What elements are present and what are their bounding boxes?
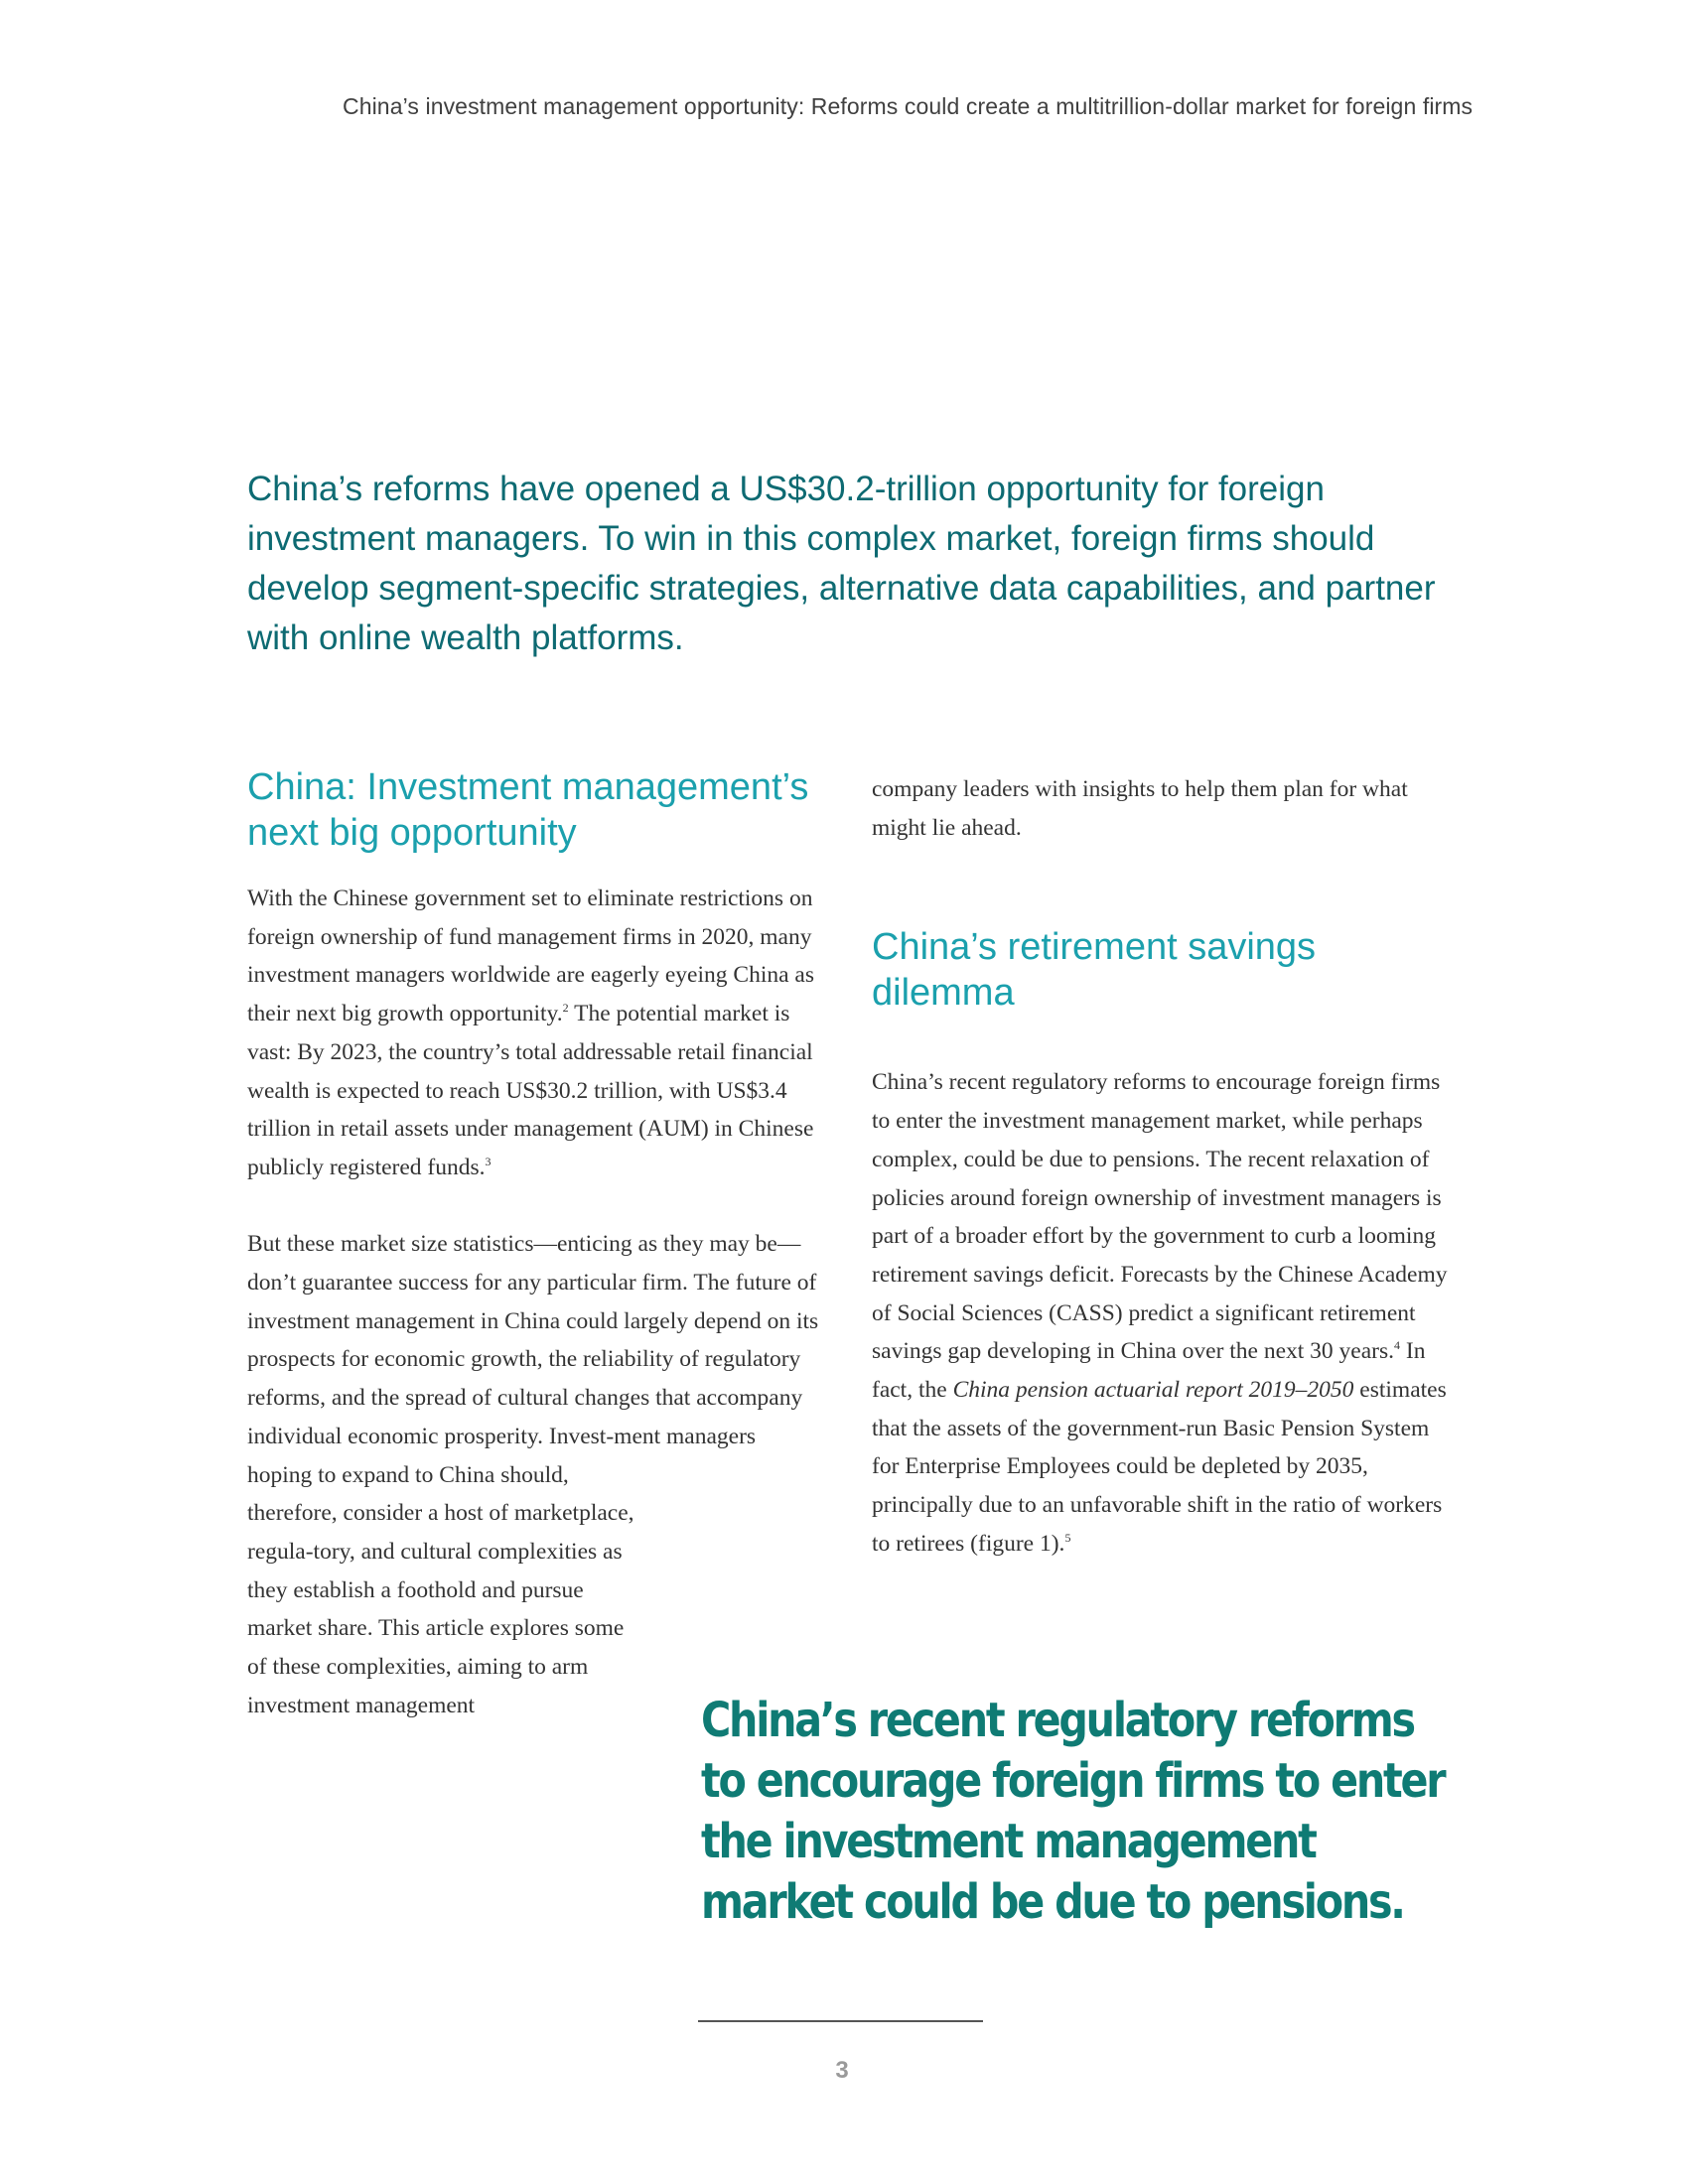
- paragraph-text: China’s recent regulatory reforms to encourage foreign firms to enter the investment management market, while perhaps complex, could be due to pensions. The recent relaxation of policies around foreign ownership of investment managers is part of a broader effort by the government to curb a looming retirement savings deficit. Forecasts by the Chinese Academy of Social Sciences (CASS) predict a significant retirement savings gap developing in China over the next 30 years.: [872, 1069, 1448, 1365]
- paragraph-text: But these market size statistics—enticing as they may be—don’t guarantee success for any particular firm. The future of investment management in China could largely depend on its prospects for economic growth, the reliability of regulatory reforms, and the spread of cultural changes that accompany individual economic prosperity. Invest-ment managers hoping to expand to China should,: [247, 1231, 819, 1488]
- footnote-ref[interactable]: 5: [1064, 1530, 1071, 1545]
- pull-quote: China’s recent regulatory reforms to encourage foreign firms to enter the investment management market could be due to pensions.: [701, 1693, 1445, 1930]
- section-heading-investment-opportunity: China: Investment management’s next big opportunity: [247, 766, 809, 854]
- body-paragraph: [247, 880, 823, 1187]
- body-paragraph: [872, 1063, 1448, 1563]
- body-paragraph-continued: company leaders with insights to help them plan for what might lie ahead.: [872, 776, 1408, 841]
- right-column: [872, 770, 1448, 1564]
- body-paragraph: [247, 1225, 823, 1724]
- left-column: [247, 764, 833, 1724]
- section-heading-retirement-savings: China’s retirement savings dilemma: [872, 926, 1317, 1015]
- intro-summary: China’s reforms have opened a US$30.2-trillion opportunity for foreign investment managers. To win in this complex market, foreign firms should develop segment-specific strategies, alternative data capabilities, and partner with online wealth platforms.: [247, 470, 1436, 657]
- footnote-ref[interactable]: 3: [485, 1154, 492, 1168]
- footnote-ref[interactable]: 2: [562, 1001, 569, 1016]
- footnote-ref[interactable]: 4: [1394, 1338, 1401, 1353]
- report-title: China pension actuarial report 2019–2050: [952, 1377, 1354, 1404]
- page-number: 3: [835, 2057, 849, 2084]
- paragraph-text: The potential market is vast: By 2023, the country’s total addressable retail financial wealth is expected to reach US$30.2 trillion, with US$3.4 trillion in retail assets under management (AUM) in Chinese publicly registered funds.: [247, 1001, 814, 1180]
- paragraph-text: With the Chinese government set to eliminate restrictions on foreign ownership of fund management firms in 2020, many investment managers worldwide are eagerly eyeing China as their next big growth opportunity.: [247, 886, 814, 1027]
- paragraph-text: In fact, the: [872, 1338, 1426, 1404]
- paragraph-text: estimates that the assets of the government-run Basic Pension System for Enterprise Employees could be depleted by 2035, principally due to an unfavorable shift in the ratio of workers to retirees (figure 1).: [872, 1377, 1447, 1557]
- paragraph-text: therefore, consider a host of marketplace, regula-tory, and cultural complexities as they establish a foothold and pursue market share. This article explores some of these complexities, aiming to arm investment management: [247, 1500, 634, 1718]
- footer-divider: [698, 2020, 983, 2022]
- running-header: China’s investment management opportunity: Reforms could create a multitrillion-dollar market for foreign firms: [343, 93, 1474, 119]
